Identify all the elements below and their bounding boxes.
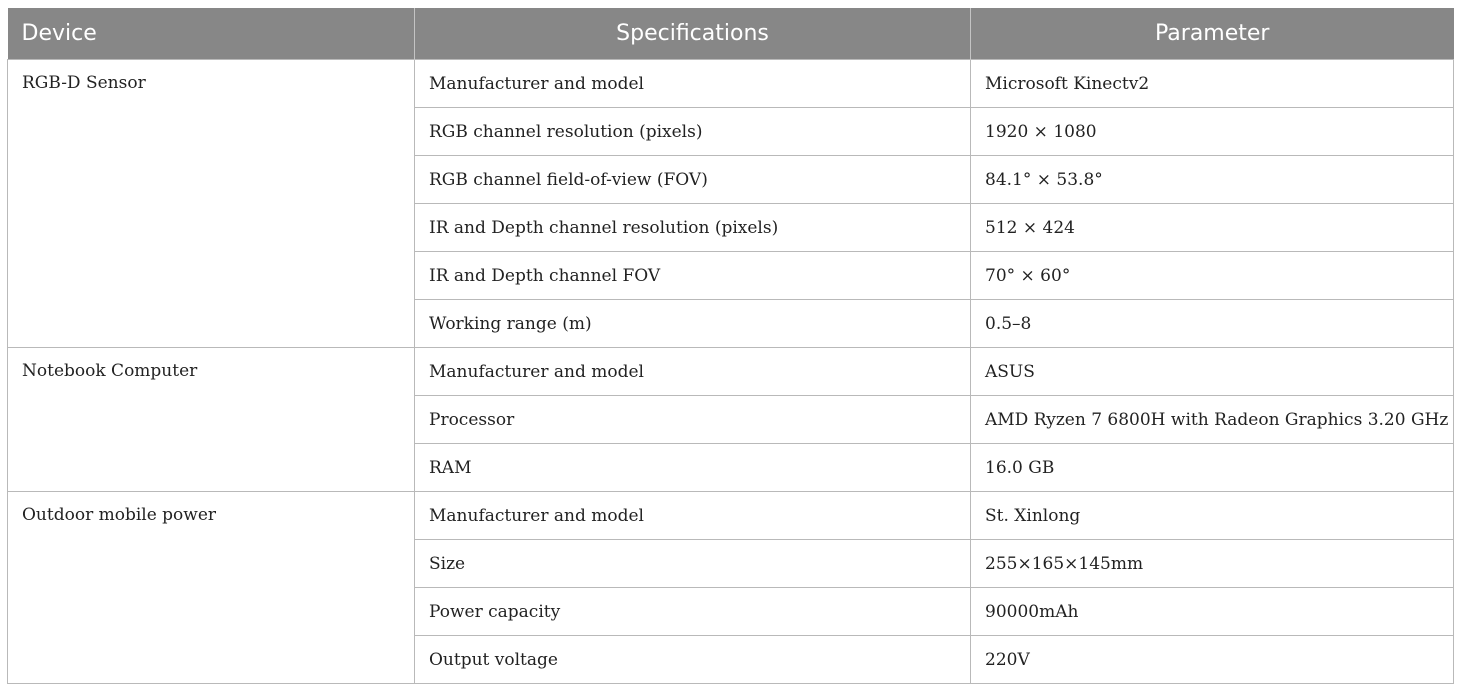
param-cell: 84.1° × 53.8° <box>971 156 1454 204</box>
param-cell: 512 × 424 <box>971 204 1454 252</box>
param-cell: 70° × 60° <box>971 252 1454 300</box>
param-cell: Microsoft Kinectv2 <box>971 60 1454 108</box>
spec-cell: Size <box>415 540 971 588</box>
param-cell: AMD Ryzen 7 6800H with Radeon Graphics 3.20 GHz <box>971 396 1454 444</box>
param-cell: 220V <box>971 636 1454 684</box>
spec-cell: RAM <box>415 444 971 492</box>
device-cell: Notebook Computer <box>8 348 415 492</box>
param-cell: 90000mAh <box>971 588 1454 636</box>
header-parameter: Parameter <box>971 8 1454 60</box>
header-specifications: Specifications <box>415 8 971 60</box>
param-cell: St. Xinlong <box>971 492 1454 540</box>
spec-cell: Manufacturer and model <box>415 492 971 540</box>
spec-cell: Manufacturer and model <box>415 60 971 108</box>
param-cell: 16.0 GB <box>971 444 1454 492</box>
spec-cell: RGB channel resolution (pixels) <box>415 108 971 156</box>
param-cell: 1920 × 1080 <box>971 108 1454 156</box>
table-body <box>8 60 1454 684</box>
param-cell: 255×165×145mm <box>971 540 1454 588</box>
spec-cell: Output voltage <box>415 636 971 684</box>
spec-cell: RGB channel field-of-view (FOV) <box>415 156 971 204</box>
table-row <box>8 348 1454 396</box>
header-row <box>8 8 1454 60</box>
spec-cell: IR and Depth channel resolution (pixels) <box>415 204 971 252</box>
spec-cell: Working range (m) <box>415 300 971 348</box>
table-row <box>8 60 1454 108</box>
spec-cell: Power capacity <box>415 588 971 636</box>
device-cell: Outdoor mobile power <box>8 492 415 684</box>
spec-cell: IR and Depth channel FOV <box>415 252 971 300</box>
device-cell: RGB-D Sensor <box>8 60 415 348</box>
header-device: Device <box>8 8 415 60</box>
device-specification-table <box>7 8 1454 684</box>
spec-cell: Processor <box>415 396 971 444</box>
table-header <box>8 8 1454 60</box>
table-row <box>8 492 1454 540</box>
param-cell: ASUS <box>971 348 1454 396</box>
param-cell: 0.5–8 <box>971 300 1454 348</box>
spec-cell: Manufacturer and model <box>415 348 971 396</box>
